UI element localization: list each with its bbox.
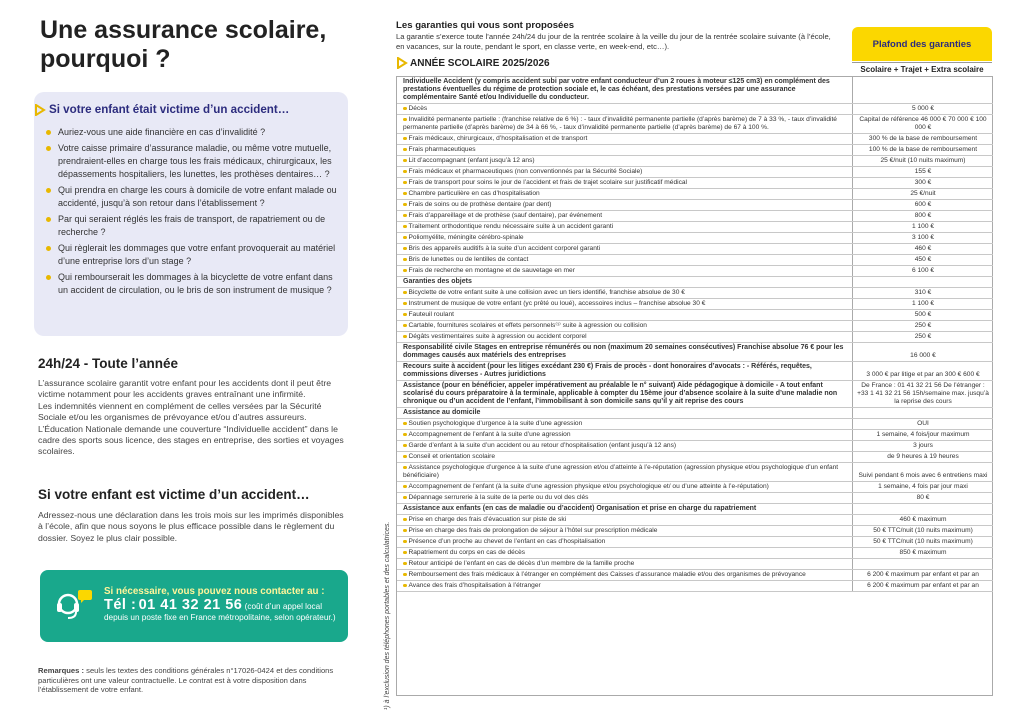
- bullet-icon: [403, 518, 407, 522]
- bullet-icon: [403, 540, 407, 544]
- list-item: Votre caisse primaire d’assurance maladie, ou même votre mutuelle, prendraient-elles en charge tous les frais médicaux, chirurgicaux, les dépassements hospitaliers, les lunettes, les prothèses dentaires… ?: [46, 142, 344, 180]
- row-label: [397, 321, 853, 331]
- table-row: [397, 277, 993, 288]
- row-label: [397, 233, 853, 243]
- row-value: 800 €: [914, 212, 932, 219]
- row-label: [397, 77, 853, 103]
- row-label-text: Bris des appareils auditifs à la suite d’un accident corporel garanti: [408, 245, 601, 252]
- row-value: 1 semaine, 4 fois par jour maxi: [878, 483, 968, 490]
- table-row: [397, 211, 993, 222]
- bullet-icon: [403, 433, 407, 437]
- row-label-text: Assistance psychologique d’urgence à la suite d’une agression et/ou d’atteinte à l’e-réputation (agression physique et/ou psychologique d’un enfant bénéficiaire): [403, 464, 839, 479]
- row-label-text: Frais médicaux et pharmaceutiques (non conventionnés par la Sécurité Sociale): [408, 168, 643, 175]
- row-label-text: Rapatriement du corps en cas de décès: [408, 549, 526, 556]
- row-value: 25 €/nuit (10 nuits maximum): [880, 157, 966, 164]
- row-value: 50 € TTC/nuit (10 nuits maximum): [873, 538, 973, 545]
- row-value: [853, 559, 993, 569]
- row-value: 6 200 € maximum par enfant et par an: [867, 571, 979, 578]
- row-value: 460 € maximum: [899, 516, 947, 523]
- row-label: [397, 441, 853, 451]
- row-label-text: Garanties des objets: [403, 278, 472, 285]
- row-label: [397, 362, 853, 380]
- row-label-text: Avance des frais d’hospitalisation à l’étranger: [408, 582, 541, 589]
- bullet-icon: [403, 485, 407, 489]
- row-label: [397, 408, 853, 418]
- paragraph: Les indemnités viennent en complément de celles versées par la Sécurité Sociale et/ou les organismes de prévoyance et/ou d’autres assureurs.: [38, 400, 322, 423]
- row-label: [397, 343, 853, 361]
- row-label: [397, 504, 853, 514]
- bullet-icon: [403, 269, 407, 273]
- row-label-text: Accompagnement de l’enfant à la suite d’une agression: [408, 431, 571, 438]
- bullet-icon: [403, 236, 407, 240]
- bullet-icon: [403, 291, 407, 295]
- row-label-text: Individuelle Accident (y compris accident subi par votre enfant conducteur d’un 2 roues à moteur ≤125 cm3) en complément des prestations éventuelles du régime de protection sociale et, le cas échéant, des prestations versées par une assurance complémentaire Santé et/ou Individuelle du conducteur.: [403, 78, 830, 101]
- school-year-text: ANNÉE SCOLAIRE 2025/2026: [410, 57, 550, 69]
- table-row: [397, 156, 993, 167]
- bullet-icon: [403, 562, 407, 566]
- guarantees-table: [396, 76, 993, 696]
- row-label-text: Retour anticipé de l’enfant en cas de décès d’un membre de la famille proche: [408, 560, 635, 567]
- row-value: 6 100 €: [912, 267, 934, 274]
- table-row: [397, 463, 993, 482]
- row-label-text: Bicyclette de votre enfant suite à une collision avec un tiers identifié, franchise absolue de 30 €: [408, 289, 685, 296]
- row-label: [397, 310, 853, 320]
- table-row: [397, 115, 993, 134]
- row-value: 25 €/nuit: [910, 190, 936, 197]
- row-value: 300 % de la base de remboursement: [868, 135, 978, 142]
- row-label-text: Recours suite à accident (pour les litiges excédant 230 €) Frais de procès - dont honoraires d’avocats : - Référés, requêtes, commissions diverses - Autres juridictions: [403, 363, 812, 378]
- table-rows: [397, 77, 993, 592]
- bullet-icon: [403, 181, 407, 185]
- table-row: [397, 441, 993, 452]
- plafond-header: Plafond des garanties: [852, 27, 992, 61]
- vertical-footnote: ¹) à l’exclusion des téléphones portables et des calculatrices.: [384, 521, 391, 710]
- table-row: [397, 244, 993, 255]
- row-value: 155 €: [914, 168, 932, 175]
- row-label-text: Présence d’un proche au chevet de l’enfant en cas d’hospitalisation: [408, 538, 606, 545]
- row-label: [397, 115, 853, 133]
- row-label: [397, 452, 853, 462]
- row-label-text: Poliomyélite, méningite cérébro-spinale: [408, 234, 524, 241]
- row-label-text: Fauteuil roulant: [408, 311, 454, 318]
- row-value: 6 200 € maximum par enfant et par an: [867, 582, 979, 589]
- bullet-icon: [403, 302, 407, 306]
- row-value: 460 €: [914, 245, 932, 252]
- row-value: 450 €: [914, 256, 932, 263]
- row-label: [397, 419, 853, 429]
- bullet-icon: [403, 214, 407, 218]
- row-label: [397, 189, 853, 199]
- row-label-text: Instrument de musique de votre enfant (yc prêté ou loué), accessoires inclus – franchise absolue 30 €: [408, 300, 706, 307]
- table-row: [397, 288, 993, 299]
- table-row: [397, 145, 993, 156]
- bullet-icon: [403, 137, 407, 141]
- table-row: [397, 362, 993, 381]
- bullet-icon: [403, 335, 407, 339]
- list-item: Qui règlerait les dommages que votre enfant provoquerait au matériel d’une entreprise lors d’un stage ?: [46, 242, 344, 267]
- row-label-text: Prise en charge des frais de prolongation de séjour à l’hôtel sur prescription médicale: [408, 527, 658, 534]
- row-label-text: Lit d’accompagnant (enfant jusqu’à 12 ans): [408, 157, 535, 164]
- row-label-text: Bris de lunettes ou de lentilles de contact: [408, 256, 529, 263]
- guarantees-intro: La garantie s’exerce toute l’année 24h/24 du jour de la rentrée scolaire à la veille du jour de la rentrée scolaire suivante (à l’école, en vacances, sur la route, pendant le sport, en classe verte, en week-end, etc…).: [396, 32, 831, 51]
- table-row: [397, 381, 993, 408]
- row-label: [397, 167, 853, 177]
- bullet-icon: [403, 584, 407, 588]
- row-value: 1 semaine, 4 fois/jour maximum: [876, 431, 970, 438]
- row-label-text: Frais médicaux, chirurgicaux, d’hospitalisation et de transport: [408, 135, 588, 142]
- table-row: [397, 559, 993, 570]
- row-label-text: Conseil et orientation scolaire: [408, 453, 495, 460]
- bullet-icon: [403, 444, 407, 448]
- questions-box-title: [34, 103, 289, 116]
- phone-number[interactable]: 01 41 32 21 56: [138, 597, 243, 613]
- row-label-text: Assistance aux enfants (en cas de maladie ou d’accident) Organisation et prise en charge du rapatriement: [403, 505, 757, 512]
- bullet-icon: [403, 107, 407, 111]
- row-label-text: Frais d’appareillage et de prothèse (sauf dentaire), par événement: [408, 212, 603, 219]
- list-item: Qui rembourserait les dommages à la bicyclette de votre enfant dans un accident de circulation, ou le bris de son instrument de musique ?: [46, 271, 344, 296]
- table-row: [397, 504, 993, 515]
- bullet-icon: [403, 529, 407, 533]
- row-value: de 9 heures à 19 heures: [887, 453, 959, 460]
- row-value: 5 000 €: [912, 105, 934, 112]
- table-row: [397, 255, 993, 266]
- guarantees-heading: Les garanties qui vous sont proposées: [396, 20, 575, 31]
- row-label: [397, 332, 853, 342]
- table-row: [397, 266, 993, 277]
- bullet-icon: [403, 466, 407, 470]
- table-row: [397, 233, 993, 244]
- row-label: [397, 493, 853, 503]
- row-label-text: Traitement orthodontique rendu nécessaire suite à un accident garanti: [408, 223, 614, 230]
- row-label-text: Décès: [408, 105, 428, 112]
- table-row: [397, 104, 993, 115]
- remarks-label: Remarques :: [38, 666, 85, 675]
- row-label: [397, 200, 853, 210]
- section-text-24h: [38, 378, 350, 458]
- questions-box-title-text: Si votre enfant était victime d’un accident…: [49, 103, 290, 116]
- table-row: [397, 222, 993, 233]
- row-label: [397, 381, 853, 407]
- bullet-icon: [403, 225, 407, 229]
- row-label-text: Assistance au domicile: [403, 409, 481, 416]
- table-row: [397, 570, 993, 581]
- row-label: [397, 570, 853, 580]
- row-value: 250 €: [914, 333, 932, 340]
- row-label-text: Dépannage serrurerie à la suite de la perte ou du vol des clés: [408, 494, 589, 501]
- table-row: [397, 581, 993, 592]
- page-title: Une assurance scolaire, pourquoi ?: [40, 16, 327, 73]
- table-row: [397, 526, 993, 537]
- table-row: [397, 482, 993, 493]
- row-label: [397, 134, 853, 144]
- bullet-icon: [403, 551, 407, 555]
- table-row: [397, 430, 993, 441]
- row-value: 3 jours: [913, 442, 933, 449]
- bullet-icon: [403, 258, 407, 262]
- bullet-icon: [403, 118, 407, 122]
- table-row: [397, 493, 993, 504]
- section-heading-24h: 24h/24 - Toute l’année: [38, 356, 179, 371]
- table-row: [397, 408, 993, 419]
- row-label-text: Remboursement des frais médicaux à l’étranger en complément des Caisses d’assurance maladie et/ou des organismes de prévoyance: [408, 571, 806, 578]
- row-label: [397, 537, 853, 547]
- table-row: [397, 332, 993, 343]
- row-label: [397, 211, 853, 221]
- table-row: [397, 419, 993, 430]
- table-row: [397, 515, 993, 526]
- bullet-icon: [403, 455, 407, 459]
- row-label: [397, 548, 853, 558]
- contact-phone: [104, 597, 344, 623]
- row-label-text: Soutien psychologique d’urgence à la suite d’une agression: [408, 420, 583, 427]
- row-label-text: Chambre particulière en cas d’hospitalisation: [408, 190, 540, 197]
- row-label: [397, 463, 853, 481]
- row-label: [397, 244, 853, 254]
- bullet-icon: [403, 324, 407, 328]
- bullet-icon: [403, 159, 407, 163]
- bullet-icon: [403, 496, 407, 500]
- row-label: [397, 515, 853, 525]
- table-row: [397, 200, 993, 211]
- section-text-victime: Adressez-nous une déclaration dans les trois mois sur les imprimés disponibles à l’école, afin que nous soyons le plus efficace possible dans le règlement du dossier. Soyez le plus clair possible.: [38, 510, 344, 543]
- row-label-text: Cartable, fournitures scolaires et effets personnels⁽¹⁾ suite à agression ou collision: [408, 322, 647, 329]
- row-value: 80 €: [916, 494, 930, 501]
- table-row: [397, 452, 993, 463]
- list-item: Qui prendra en charge les cours à domicile de votre enfant malade ou accidenté, jusqu’à son retour dans l’établissement ?: [46, 184, 344, 209]
- table-row: [397, 134, 993, 145]
- chevron-right-icon: [34, 104, 46, 116]
- questions-list: [46, 126, 344, 300]
- bullet-icon: [403, 313, 407, 317]
- bullet-icon: [403, 203, 407, 207]
- row-value: 1 100 €: [912, 300, 934, 307]
- bullet-icon: [403, 148, 407, 152]
- row-value: 300 €: [914, 179, 932, 186]
- chevron-right-icon: [396, 57, 408, 69]
- row-value: 850 € maximum: [899, 549, 947, 556]
- table-row: [397, 321, 993, 332]
- row-label: [397, 430, 853, 440]
- row-label: [397, 288, 853, 298]
- table-row: [397, 77, 993, 104]
- row-label: [397, 482, 853, 492]
- row-value: [853, 277, 993, 287]
- row-label-text: Invalidité permanente partielle : (franchise relative de 6 %) : - taux d’invalidité permanente partielle (d’après barème) de 7 à 33 %, - taux d’invalidité permanente partielle (d’après barème) de 34 à 66 %, - taux d’invalidité permanente partielle (d’après barème) de 67 à 100 %.: [403, 116, 837, 131]
- row-value: [853, 77, 993, 103]
- bullet-icon: [403, 247, 407, 251]
- table-row: [397, 299, 993, 310]
- list-item: Par qui seraient réglés les frais de transport, de rapatriement ou de recherche ?: [46, 213, 344, 238]
- table-row: [397, 189, 993, 200]
- row-label: [397, 255, 853, 265]
- row-label: [397, 559, 853, 569]
- row-label: [397, 145, 853, 155]
- list-item: Auriez-vous une aide financière en cas d’invalidité ?: [46, 126, 344, 139]
- row-value: 3 000 € par litige et par an 300 € 600 €: [866, 371, 980, 378]
- paragraph: L’Éducation Nationale demande une couverture “Individuelle accident” dans le cadre des sports sous licence, des stages en entreprise, des sorties et voyages scolaires.: [38, 423, 344, 457]
- row-label-text: Frais de recherche en montagne et de sauvetage en mer: [408, 267, 575, 274]
- right-column: [396, 0, 1006, 724]
- bullet-icon: [403, 422, 407, 426]
- row-label: [397, 277, 853, 287]
- row-label: [397, 156, 853, 166]
- section-heading-victime: Si votre enfant est victime d’un accident…: [38, 487, 310, 502]
- row-label: [397, 581, 853, 591]
- table-row: [397, 178, 993, 189]
- row-value: OUI: [917, 420, 929, 427]
- row-value: 1 100 €: [912, 223, 934, 230]
- row-value: 310 €: [914, 289, 932, 296]
- row-value: 50 € TTC/nuit (10 nuits maximum): [873, 527, 973, 534]
- row-label: [397, 299, 853, 309]
- row-label-text: Frais pharmaceutiques: [408, 146, 476, 153]
- remarks: [38, 666, 350, 695]
- plafond-subheader: Scolaire + Trajet + Extra scolaire: [852, 62, 992, 76]
- row-label: [397, 104, 853, 114]
- bullet-icon: [403, 170, 407, 174]
- row-value: [853, 408, 993, 418]
- row-label-text: Assistance (pour en bénéficier, appeler impérativement au préalable le n° suivant) Aide pédagogique à domicile - A tout enfant scolarisé du cours préparatoire à la terminale, applicable à compter du 15ème jour d’absence scolaire à la suite d’une maladie non chronique ou d’un accident de l’enfant, l’immobilisant à son domicile sans qu’il y ait reprise des cours: [403, 382, 838, 405]
- row-label-text: Dégâts vestimentaires suite à agression ou accident corporel: [408, 333, 587, 340]
- phone-label: Tél :: [104, 597, 137, 613]
- row-label: [397, 526, 853, 536]
- row-value: [853, 504, 993, 514]
- row-label-text: Frais de soins ou de prothèse dentaire (par dent): [408, 201, 552, 208]
- row-value: 3 100 €: [912, 234, 934, 241]
- row-value: 250 €: [914, 322, 932, 329]
- table-row: [397, 343, 993, 362]
- row-label: [397, 222, 853, 232]
- row-value: Suivi pendant 6 mois avec 6 entretiens maxi: [858, 472, 988, 479]
- remarks-text: seuls les textes des conditions générales n°17026-0424 et des conditions particulières ont une valeur contractuelle. Le contrat est à votre disposition dans l’établissement de votre enfant.: [38, 666, 334, 695]
- phone-note: (coût d’un appel local depuis un poste fixe en France métropolitaine, selon opérateur.): [104, 602, 336, 622]
- row-label-text: Responsabilité civile Stages en entreprise rémunérés ou non (maximum 20 semaines consécutives) Franchise absolue 76 € pour les dommages causés aux matériels des entreprises: [403, 344, 844, 359]
- table-row: [397, 167, 993, 178]
- row-value: Capital de référence 46 000 € 70 000 € 100 000 €: [859, 116, 987, 131]
- row-value: 600 €: [914, 201, 932, 208]
- row-value: 100 % de la base de remboursement: [868, 146, 978, 153]
- row-value: 500 €: [914, 311, 932, 318]
- bullet-icon: [403, 192, 407, 196]
- row-label: [397, 266, 853, 276]
- bullet-icon: [403, 573, 407, 577]
- contact-title: Si nécessaire, vous pouvez nous contacter au :: [104, 586, 325, 597]
- row-label-text: Frais de transport pour soins le jour de l’accident et frais de trajet scolaire sur justificatif médical: [408, 179, 688, 186]
- headset-chat-icon: [54, 588, 94, 624]
- table-row: [397, 548, 993, 559]
- row-label-text: Prise en charge des frais d’évacuation sur piste de ski: [408, 516, 567, 523]
- row-label-text: Garde d’enfant à la suite d’un accident ou au retour d’hospitalisation (enfant jusqu’à 12 ans): [408, 442, 677, 449]
- left-column: [0, 0, 370, 724]
- paragraph: L’assurance scolaire garantit votre enfant pour les accidents dont il peut être victime notamment pour les accidents graves entraînant une infirmité.: [38, 378, 332, 400]
- row-label-text: Accompagnement de l’enfant (à la suite d’une agression physique et/ou psychologique et/ ou d’une atteinte à l’e-réputation): [408, 483, 769, 490]
- contact-box: [40, 570, 348, 642]
- school-year: [396, 57, 550, 69]
- table-row: [397, 537, 993, 548]
- table-row: [397, 310, 993, 321]
- row-label: [397, 178, 853, 188]
- row-value: De France : 01 41 32 21 56 De l’étranger : +33 1 41 32 21 56 15h/semaine max. jusqu’à la reprise des cours: [857, 382, 989, 405]
- row-value: 16 000 €: [910, 352, 936, 359]
